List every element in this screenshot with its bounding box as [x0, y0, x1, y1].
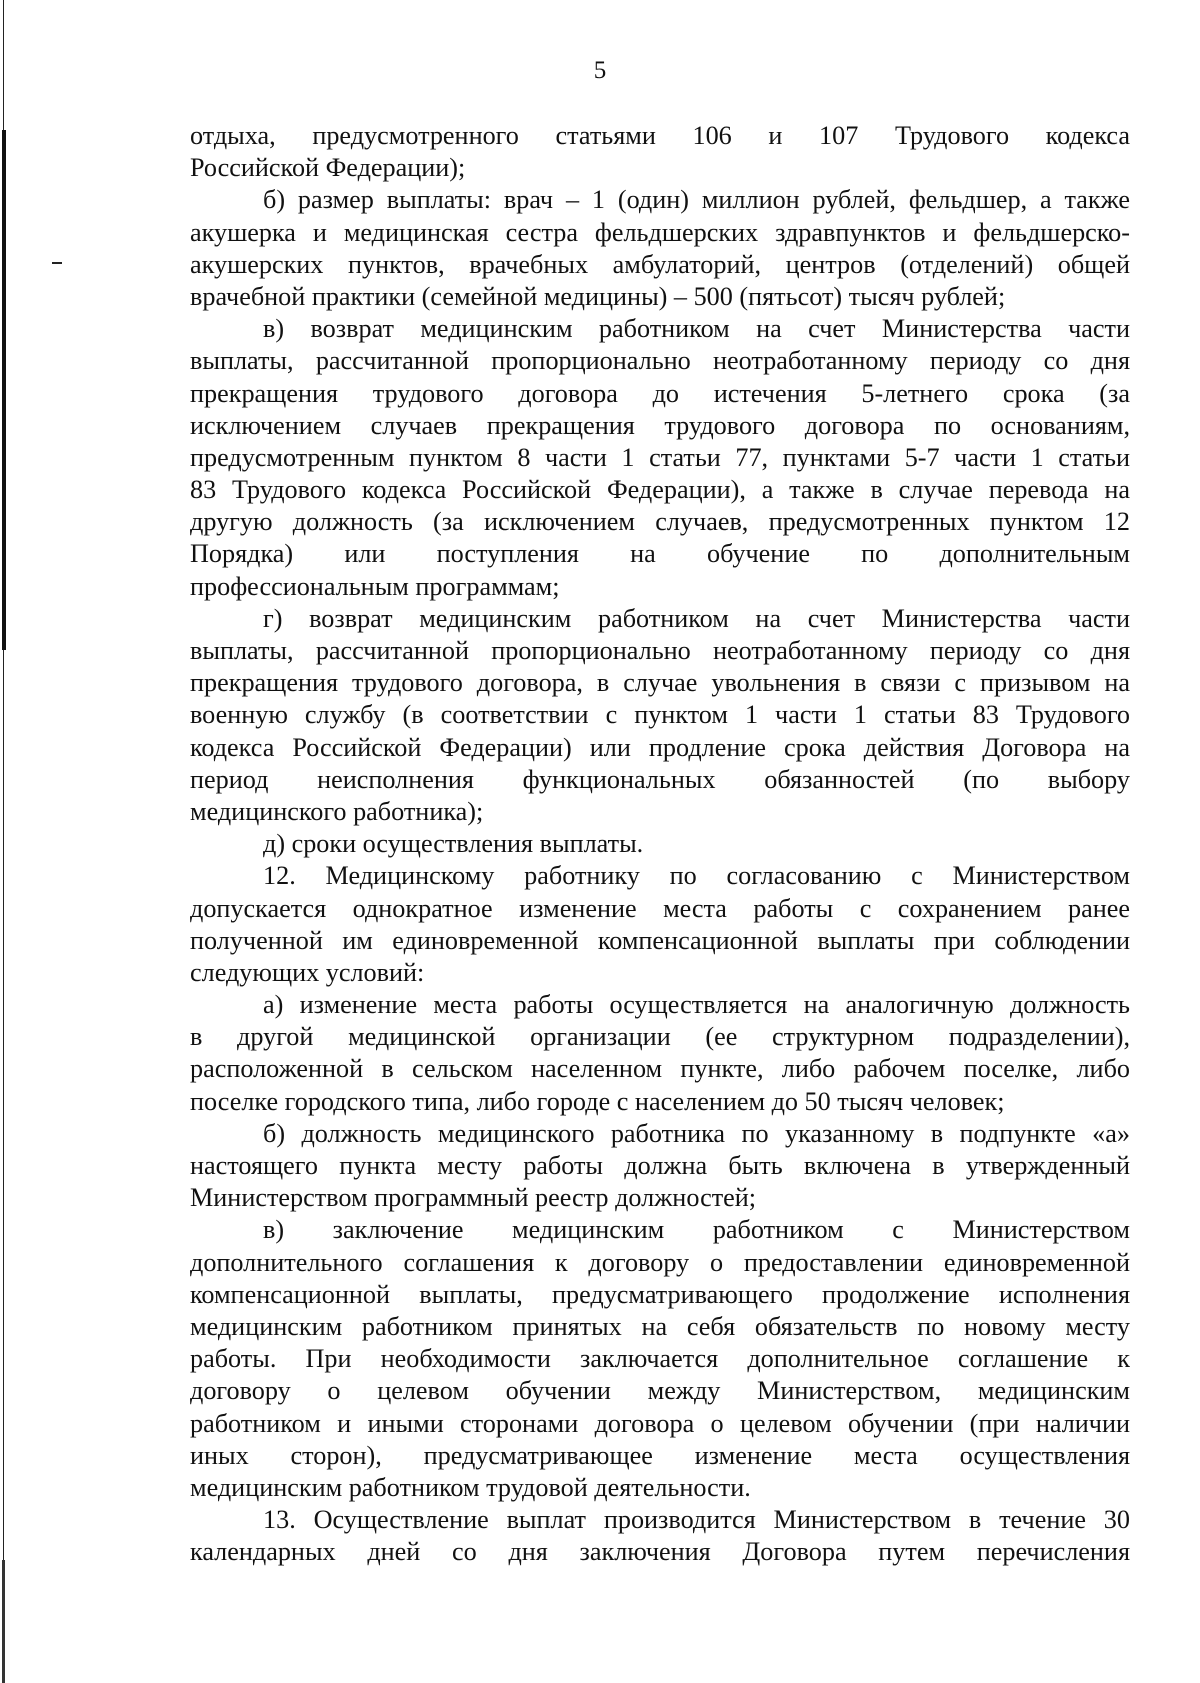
text-line: д) сроки осуществления выплаты.: [263, 829, 644, 859]
text-line: выплаты, рассчитанной пропорционально неотработанному периоду со дня: [190, 636, 1130, 665]
text-line: иных сторон), предусматривающее изменение места осуществления: [190, 1440, 1130, 1470]
scan-edge-shadow: [2, 130, 6, 650]
text-line: а) изменение места работы осуществляется на аналогичную должность: [263, 990, 1130, 1020]
text-line: договору о целевом обучении между Министерством, медицинским: [190, 1376, 1130, 1406]
text-line: военную службу (в соответствии с пунктом 1 части 1 статьи 83 Трудового: [190, 700, 1130, 730]
text-line: предусмотренным пунктом 8 части 1 статьи 77, пунктами 5-7 части 1 статьи: [190, 442, 1130, 472]
text-line: прекращения трудового договора, в случае увольнения в связи с призывом на: [190, 668, 1130, 698]
text-line: медицинским работником принятых на себя обязательств по новому месту: [190, 1311, 1130, 1341]
text-line: настоящего пункта месту работы должна быть включена в утвержденный: [190, 1151, 1130, 1180]
scan-edge-shadow-lower: [2, 1560, 5, 1683]
text-line: период неисполнения функциональных обязанностей (по выбору: [190, 764, 1130, 794]
text-line: Российской Федерации);: [190, 153, 466, 183]
text-line: исключением случаев прекращения трудового договора по основаниям,: [190, 410, 1130, 440]
text-line: акушерских пунктов, врачебных амбулаторий, центров (отделений) общей: [190, 249, 1130, 279]
text-line: медицинского работника);: [190, 796, 484, 826]
text-line: г) возврат медицинским работником на счет Министерства части: [263, 603, 1130, 633]
text-line: медицинским работником трудовой деятельности.: [190, 1472, 751, 1502]
document-body: [190, 120, 1130, 1568]
page-number: 5: [593, 57, 607, 84]
text-line: полученной им единовременной компенсационной выплаты при соблюдении: [190, 925, 1130, 955]
text-line: выплаты, рассчитанной пропорционально неотработанному периоду со дня: [190, 346, 1130, 376]
margin-mark: [52, 262, 62, 264]
text-line: 83 Трудового кодекса Российской Федерации), а также в случае перевода на: [190, 475, 1130, 505]
text-line: дополнительного соглашения к договору о предоставлении единовременной: [190, 1247, 1130, 1277]
text-line: 12. Медицинскому работнику по согласованию с Министерством: [263, 861, 1130, 891]
text-line: б) размер выплаты: врач – 1 (один) миллион рублей, фельдшер, а также: [263, 185, 1130, 215]
text-line: акушерка и медицинская сестра фельдшерских здравпунктов и фельдшерско-: [190, 217, 1130, 247]
text-line: прекращения трудового договора до истечения 5-летнего срока (за: [190, 378, 1130, 408]
scan-edge-binding: [0, 0, 6, 1683]
text-line: в) возврат медицинским работником на счет Министерства части: [263, 314, 1130, 344]
text-line: Порядка) или поступления на обучение по дополнительным: [190, 539, 1130, 569]
text-line: кодекса Российской Федерации) или продление срока действия Договора на: [190, 732, 1130, 762]
text-line: в) заключение медицинским работником с Министерством: [263, 1215, 1130, 1245]
text-line: расположенной в сельском населенном пункте, либо рабочем поселке, либо: [190, 1054, 1130, 1084]
text-line: компенсационной выплаты, предусматривающего продолжение исполнения: [190, 1279, 1130, 1309]
text-line: работником и иными сторонами договора о целевом обучении (при наличии: [190, 1408, 1130, 1438]
text-line: Министерством программный реестр должностей;: [190, 1183, 757, 1213]
text-line: в другой медицинской организации (ее структурном подразделении),: [190, 1022, 1130, 1052]
text-line: допускается однократное изменение места работы с сохранением ранее: [190, 893, 1130, 923]
text-line: врачебной практики (семейной медицины) – 500 (пятьсот) тысяч рублей;: [190, 281, 1006, 311]
text-line: работы. При необходимости заключается дополнительное соглашение к: [190, 1344, 1130, 1374]
text-line: следующих условий:: [190, 957, 425, 987]
text-line: профессиональным программам;: [190, 571, 560, 601]
text-line: отдыха, предусмотренного статьями 106 и 107 Трудового кодекса: [190, 121, 1130, 150]
text-line: 13. Осуществление выплат производится Министерством в течение 30: [263, 1505, 1130, 1535]
text-line: поселке городского типа, либо городе с населением до 50 тысяч человек;: [190, 1086, 1005, 1116]
text-line: б) должность медицинского работника по указанному в подпункте «а»: [263, 1118, 1130, 1148]
text-line: календарных дней со дня заключения Договора путем перечисления: [190, 1537, 1130, 1567]
text-line: другую должность (за исключением случаев, предусмотренных пунктом 12: [190, 507, 1130, 537]
